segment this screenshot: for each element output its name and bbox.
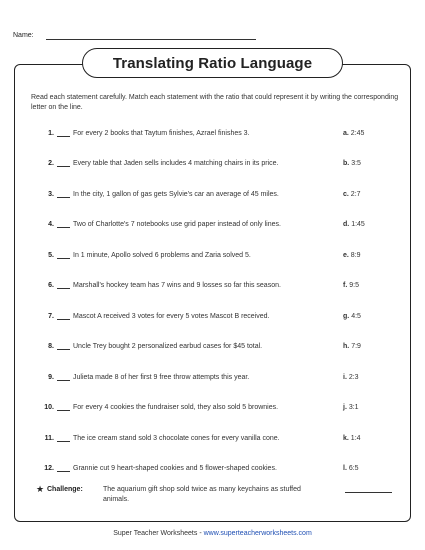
match-item (0, 312, 425, 336)
answer-blank[interactable] (57, 166, 70, 167)
answer-blank[interactable] (57, 380, 70, 381)
item-number: 11. (44, 434, 54, 442)
option-letter: e. (343, 251, 349, 259)
ratio-option (343, 342, 361, 352)
star-icon: ★ (36, 484, 45, 494)
item-number: 1. (48, 130, 54, 137)
item-number: 6. (48, 282, 54, 290)
item-number: 2. (48, 160, 54, 168)
challenge-row (0, 485, 425, 509)
match-item (0, 434, 425, 458)
match-item (0, 251, 425, 275)
challenge-answer-line[interactable] (345, 492, 392, 493)
match-item (0, 129, 425, 153)
item-number: 3. (48, 190, 54, 198)
ratio-option (343, 220, 365, 230)
answer-blank[interactable] (57, 227, 70, 228)
answer-blank[interactable] (57, 349, 70, 350)
option-ratio: 3:5 (351, 160, 361, 168)
challenge-label: Challenge: (47, 486, 83, 493)
match-item (0, 190, 425, 214)
option-letter: l. (343, 464, 347, 472)
option-letter: f. (343, 282, 348, 290)
option-ratio: 7:9 (351, 343, 361, 351)
item-statement: Mascot A received 3 votes for every 5 votes Mascot B received. (73, 312, 270, 320)
item-statement: Julieta made 8 of her first 9 free throw attempts this year. (73, 373, 250, 381)
answer-blank[interactable] (57, 197, 70, 198)
ratio-option (343, 403, 359, 413)
option-letter: j. (343, 404, 347, 412)
challenge-text: The aquarium gift shop sold twice as many keychains as stuffed animals. (103, 486, 301, 503)
footer (0, 530, 425, 537)
ratio-option (343, 464, 359, 474)
ratio-option (343, 373, 359, 383)
answer-blank[interactable] (57, 471, 70, 472)
option-ratio: 2:3 (348, 373, 359, 381)
option-letter: d. (343, 221, 350, 229)
item-statement: In 1 minute, Apollo solved 6 problems and Zaria solved 5. (73, 251, 251, 259)
option-ratio: 9:5 (349, 282, 359, 290)
option-letter: a. (343, 130, 349, 137)
page-title: Translating Ratio Language (112, 54, 313, 72)
item-number: 8. (48, 343, 54, 351)
match-item (0, 403, 425, 427)
option-ratio: 4:5 (351, 312, 361, 320)
option-letter: k. (343, 434, 349, 442)
footer-separator: - (197, 530, 204, 537)
ratio-option (343, 312, 361, 322)
item-number: 7. (48, 312, 54, 320)
ratio-option (343, 159, 361, 169)
answer-blank[interactable] (57, 319, 70, 320)
option-letter: b. (343, 160, 350, 168)
answer-blank[interactable] (57, 258, 70, 259)
option-letter: h. (343, 343, 350, 351)
ratio-option (343, 281, 359, 291)
name-label: Name: (13, 32, 34, 39)
ratio-option (343, 129, 364, 139)
match-item (0, 373, 425, 397)
option-ratio: 8:9 (350, 251, 361, 259)
item-statement: Uncle Trey bought 2 personalized earbud cases for $45 total. (73, 343, 263, 351)
match-item (0, 281, 425, 305)
item-statement: Every table that Jaden sells includes 4 matching chairs in its price. (73, 160, 279, 168)
item-statement: Two of Charlotte's 7 notebooks use grid paper instead of only lines. (73, 221, 281, 229)
item-number: 9. (48, 373, 54, 381)
item-statement: Marshall's hockey team has 7 wins and 9 losses so far this season. (73, 282, 281, 290)
item-number: 4. (48, 221, 54, 229)
match-item (0, 220, 425, 244)
option-ratio: 1:45 (351, 221, 365, 229)
item-number: 10. (44, 404, 54, 412)
option-ratio: 6:5 (348, 464, 359, 472)
option-ratio: 2:45 (350, 130, 365, 137)
title-box (82, 48, 343, 78)
option-ratio: 3:1 (348, 404, 359, 412)
option-letter: g. (343, 312, 350, 320)
item-statement: The ice cream stand sold 3 chocolate cones for every vanilla cone. (73, 434, 280, 442)
footer-url[interactable]: www.superteacherworksheets.com (203, 530, 312, 537)
item-statement: Grannie cut 9 heart-shaped cookies and 5 flower-shaped cookies. (73, 464, 277, 472)
option-letter: c. (343, 190, 349, 198)
ratio-option (343, 190, 361, 200)
ratio-option (343, 434, 361, 444)
answer-blank[interactable] (57, 410, 70, 411)
footer-brand: Super Teacher Worksheets (113, 530, 198, 537)
option-ratio: 1:4 (350, 434, 361, 442)
item-statement: For every 2 books that Taytum finishes, Azrael finishes 3. (73, 130, 250, 137)
item-number: 5. (48, 251, 54, 259)
item-number: 12. (44, 464, 54, 472)
match-item (0, 342, 425, 366)
option-letter: i. (343, 373, 347, 381)
name-field[interactable] (46, 39, 256, 40)
name-row (13, 32, 273, 44)
item-statement: In the city, 1 gallon of gas gets Sylvie's car an average of 45 miles. (73, 190, 279, 198)
answer-blank[interactable] (57, 136, 70, 137)
answer-blank[interactable] (57, 441, 70, 442)
instructions: Read each statement carefully. Match each statement with the ratio that could represent it by writing the corresponding letter on the line. (31, 94, 399, 111)
ratio-option (343, 251, 361, 261)
answer-blank[interactable] (57, 288, 70, 289)
item-statement: For every 4 cookies the fundraiser sold, they also sold 5 brownies. (73, 404, 279, 412)
match-item (0, 159, 425, 183)
option-ratio: 2:7 (350, 190, 361, 198)
